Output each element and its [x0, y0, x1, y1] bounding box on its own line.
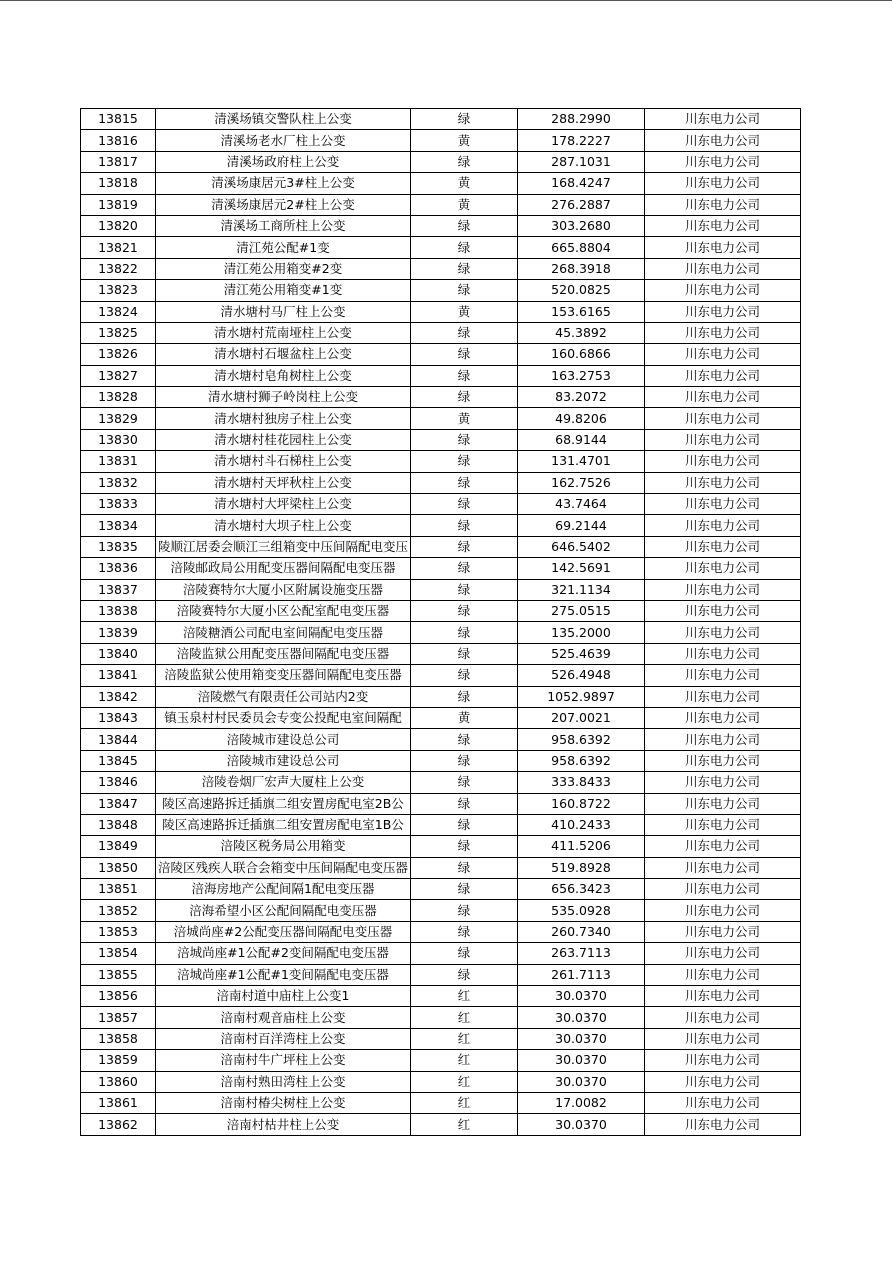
table-row [81, 173, 801, 194]
row-id-cell: 13842 [81, 686, 156, 707]
value-cell: 153.6165 [518, 301, 645, 322]
company-cell: 川东电力公司 [645, 173, 801, 194]
table-row [81, 1092, 801, 1113]
value-cell: 268.3918 [518, 258, 645, 279]
value-cell: 30.0370 [518, 1007, 645, 1028]
status-cell: 绿 [411, 536, 518, 557]
status-cell: 绿 [411, 622, 518, 643]
status-cell: 绿 [411, 643, 518, 664]
station-name-cell: 涪城尚座#1公配#1变间隔配电变压器 [156, 964, 411, 985]
company-cell: 川东电力公司 [645, 857, 801, 878]
table-row [81, 109, 801, 130]
value-cell: 263.7113 [518, 943, 645, 964]
station-name-cell: 清溪场康居元3#柱上公变 [156, 173, 411, 194]
company-cell: 川东电力公司 [645, 494, 801, 515]
company-cell: 川东电力公司 [645, 579, 801, 600]
row-id-cell: 13855 [81, 964, 156, 985]
value-cell: 30.0370 [518, 1114, 645, 1135]
station-name-cell: 涪陵区残疾人联合会箱变中压间隔配电变压器 [156, 857, 411, 878]
status-cell: 绿 [411, 750, 518, 771]
company-cell: 川东电力公司 [645, 986, 801, 1007]
company-cell: 川东电力公司 [645, 558, 801, 579]
row-id-cell: 13848 [81, 814, 156, 835]
row-id-cell: 13859 [81, 1050, 156, 1071]
table-row [81, 558, 801, 579]
station-name-cell: 清江苑公配#1变 [156, 237, 411, 258]
value-cell: 1052.9897 [518, 686, 645, 707]
company-cell: 川东电力公司 [645, 365, 801, 386]
table-row [81, 258, 801, 279]
company-cell: 川东电力公司 [645, 1007, 801, 1028]
value-cell: 17.0082 [518, 1092, 645, 1113]
row-id-cell: 13834 [81, 515, 156, 536]
station-name-cell: 清江苑公用箱变#2变 [156, 258, 411, 279]
table-row [81, 429, 801, 450]
station-name-cell: 涪陵监狱公使用箱变变压器间隔配电变压器 [156, 665, 411, 686]
row-id-cell: 13854 [81, 943, 156, 964]
row-id-cell: 13833 [81, 494, 156, 515]
status-cell: 绿 [411, 280, 518, 301]
company-cell: 川东电力公司 [645, 836, 801, 857]
company-cell: 川东电力公司 [645, 280, 801, 301]
data-table [80, 108, 801, 1136]
row-id-cell: 13831 [81, 451, 156, 472]
table-row [81, 451, 801, 472]
value-cell: 68.9144 [518, 429, 645, 450]
value-cell: 520.0825 [518, 280, 645, 301]
value-cell: 287.1031 [518, 151, 645, 172]
station-name-cell: 涪南村百洋湾柱上公变 [156, 1028, 411, 1049]
status-cell: 绿 [411, 258, 518, 279]
value-cell: 163.2753 [518, 365, 645, 386]
value-cell: 525.4639 [518, 643, 645, 664]
status-cell: 黄 [411, 130, 518, 151]
station-name-cell: 清水塘村大坪梁柱上公变 [156, 494, 411, 515]
station-name-cell: 涪陵城市建设总公司 [156, 750, 411, 771]
table-row [81, 707, 801, 728]
station-name-cell: 清江苑公用箱变#1变 [156, 280, 411, 301]
value-cell: 275.0515 [518, 600, 645, 621]
table-row [81, 622, 801, 643]
status-cell: 绿 [411, 772, 518, 793]
status-cell: 红 [411, 1071, 518, 1092]
row-id-cell: 13827 [81, 365, 156, 386]
row-id-cell: 13832 [81, 472, 156, 493]
company-cell: 川东电力公司 [645, 772, 801, 793]
station-name-cell: 清水塘村大坝子柱上公变 [156, 515, 411, 536]
station-name-cell: 涪陵邮政局公用配变压器间隔配电变压器 [156, 558, 411, 579]
status-cell: 绿 [411, 686, 518, 707]
value-cell: 321.1134 [518, 579, 645, 600]
status-cell: 黄 [411, 301, 518, 322]
table-row [81, 194, 801, 215]
status-cell: 绿 [411, 451, 518, 472]
value-cell: 958.6392 [518, 729, 645, 750]
company-cell: 川东电力公司 [645, 1071, 801, 1092]
company-cell: 川东电力公司 [645, 964, 801, 985]
status-cell: 绿 [411, 579, 518, 600]
company-cell: 川东电力公司 [645, 643, 801, 664]
value-cell: 178.2227 [518, 130, 645, 151]
table-row [81, 921, 801, 942]
page-top-border [0, 0, 892, 1]
row-id-cell: 13828 [81, 387, 156, 408]
station-name-cell: 清溪场康居元2#柱上公变 [156, 194, 411, 215]
table-row [81, 215, 801, 236]
row-id-cell: 13825 [81, 322, 156, 343]
row-id-cell: 13823 [81, 280, 156, 301]
company-cell: 川东电力公司 [645, 322, 801, 343]
row-id-cell: 13843 [81, 707, 156, 728]
company-cell: 川东电力公司 [645, 1114, 801, 1135]
value-cell: 288.2990 [518, 109, 645, 130]
value-cell: 83.2072 [518, 387, 645, 408]
value-cell: 142.5691 [518, 558, 645, 579]
station-name-cell: 涪南村枯井柱上公变 [156, 1114, 411, 1135]
table-row [81, 772, 801, 793]
station-name-cell: 清水塘村斗石梯柱上公变 [156, 451, 411, 472]
table-row [81, 280, 801, 301]
status-cell: 绿 [411, 921, 518, 942]
company-cell: 川东电力公司 [645, 429, 801, 450]
table-row [81, 472, 801, 493]
company-cell: 川东电力公司 [645, 387, 801, 408]
status-cell: 黄 [411, 173, 518, 194]
table-row [81, 301, 801, 322]
station-name-cell: 涪海希望小区公配间隔配电变压器 [156, 900, 411, 921]
table-row [81, 1114, 801, 1135]
value-cell: 30.0370 [518, 1050, 645, 1071]
station-name-cell: 清溪场镇交警队柱上公变 [156, 109, 411, 130]
value-cell: 168.4247 [518, 173, 645, 194]
table-row [81, 130, 801, 151]
station-name-cell: 清水塘村荒南垭柱上公变 [156, 322, 411, 343]
status-cell: 黄 [411, 707, 518, 728]
company-cell: 川东电力公司 [645, 451, 801, 472]
table-row [81, 600, 801, 621]
row-id-cell: 13821 [81, 237, 156, 258]
value-cell: 535.0928 [518, 900, 645, 921]
table-row [81, 900, 801, 921]
value-cell: 333.8433 [518, 772, 645, 793]
table-row [81, 814, 801, 835]
status-cell: 绿 [411, 879, 518, 900]
company-cell: 川东电力公司 [645, 879, 801, 900]
row-id-cell: 13856 [81, 986, 156, 1007]
company-cell: 川东电力公司 [645, 215, 801, 236]
value-cell: 303.2680 [518, 215, 645, 236]
row-id-cell: 13862 [81, 1114, 156, 1135]
station-name-cell: 涪陵赛特尔大厦小区公配室配电变压器 [156, 600, 411, 621]
station-name-cell: 镇玉泉村村民委员会专变公投配电室间隔配 [156, 707, 411, 728]
station-name-cell: 涪陵燃气有限责任公司站内2变 [156, 686, 411, 707]
row-id-cell: 13861 [81, 1092, 156, 1113]
table-row [81, 643, 801, 664]
row-id-cell: 13830 [81, 429, 156, 450]
table-row [81, 536, 801, 557]
status-cell: 绿 [411, 943, 518, 964]
value-cell: 519.8928 [518, 857, 645, 878]
value-cell: 49.8206 [518, 408, 645, 429]
status-cell: 绿 [411, 814, 518, 835]
status-cell: 绿 [411, 729, 518, 750]
company-cell: 川东电力公司 [645, 536, 801, 557]
value-cell: 665.8804 [518, 237, 645, 258]
value-cell: 45.3892 [518, 322, 645, 343]
row-id-cell: 13847 [81, 793, 156, 814]
company-cell: 川东电力公司 [645, 750, 801, 771]
row-id-cell: 13822 [81, 258, 156, 279]
row-id-cell: 13849 [81, 836, 156, 857]
table-row [81, 344, 801, 365]
row-id-cell: 13836 [81, 558, 156, 579]
status-cell: 绿 [411, 494, 518, 515]
station-name-cell: 涪南村牛广坪柱上公变 [156, 1050, 411, 1071]
station-name-cell: 清水塘村天坪秋柱上公变 [156, 472, 411, 493]
value-cell: 160.6866 [518, 344, 645, 365]
row-id-cell: 13850 [81, 857, 156, 878]
table-row [81, 665, 801, 686]
row-id-cell: 13852 [81, 900, 156, 921]
station-name-cell: 涪陵赛特尔大厦小区附属设施变压器 [156, 579, 411, 600]
station-name-cell: 清水塘村石堰盆柱上公变 [156, 344, 411, 365]
company-cell: 川东电力公司 [645, 130, 801, 151]
row-id-cell: 13841 [81, 665, 156, 686]
table-row [81, 793, 801, 814]
table-row [81, 943, 801, 964]
status-cell: 红 [411, 1114, 518, 1135]
company-cell: 川东电力公司 [645, 237, 801, 258]
status-cell: 红 [411, 1092, 518, 1113]
row-id-cell: 13853 [81, 921, 156, 942]
row-id-cell: 13820 [81, 215, 156, 236]
station-name-cell: 陵区高速路拆迁插旗二组安置房配电室1B公 [156, 814, 411, 835]
status-cell: 红 [411, 986, 518, 1007]
table-row [81, 387, 801, 408]
status-cell: 绿 [411, 215, 518, 236]
station-name-cell: 清水塘村桂花园柱上公变 [156, 429, 411, 450]
station-name-cell: 涪陵区税务局公用箱变 [156, 836, 411, 857]
status-cell: 黄 [411, 408, 518, 429]
table-row [81, 1071, 801, 1092]
row-id-cell: 13857 [81, 1007, 156, 1028]
status-cell: 绿 [411, 365, 518, 386]
status-cell: 绿 [411, 151, 518, 172]
table-row [81, 729, 801, 750]
table-row [81, 322, 801, 343]
status-cell: 绿 [411, 900, 518, 921]
row-id-cell: 13824 [81, 301, 156, 322]
row-id-cell: 13840 [81, 643, 156, 664]
value-cell: 958.6392 [518, 750, 645, 771]
status-cell: 绿 [411, 665, 518, 686]
row-id-cell: 13838 [81, 600, 156, 621]
company-cell: 川东电力公司 [645, 344, 801, 365]
company-cell: 川东电力公司 [645, 301, 801, 322]
status-cell: 绿 [411, 793, 518, 814]
value-cell: 646.5402 [518, 536, 645, 557]
row-id-cell: 13826 [81, 344, 156, 365]
row-id-cell: 13818 [81, 173, 156, 194]
value-cell: 411.5206 [518, 836, 645, 857]
company-cell: 川东电力公司 [645, 1092, 801, 1113]
row-id-cell: 13815 [81, 109, 156, 130]
company-cell: 川东电力公司 [645, 729, 801, 750]
station-name-cell: 涪南村观音庙柱上公变 [156, 1007, 411, 1028]
row-id-cell: 13816 [81, 130, 156, 151]
value-cell: 656.3423 [518, 879, 645, 900]
value-cell: 30.0370 [518, 986, 645, 1007]
status-cell: 绿 [411, 857, 518, 878]
table-row [81, 879, 801, 900]
table-body [81, 109, 801, 1136]
value-cell: 260.7340 [518, 921, 645, 942]
status-cell: 绿 [411, 515, 518, 536]
row-id-cell: 13845 [81, 750, 156, 771]
station-name-cell: 清溪场老水厂柱上公变 [156, 130, 411, 151]
company-cell: 川东电力公司 [645, 1050, 801, 1071]
station-name-cell: 涪城尚座#1公配#2变间隔配电变压器 [156, 943, 411, 964]
table-row [81, 1007, 801, 1028]
company-cell: 川东电力公司 [645, 600, 801, 621]
station-name-cell: 清溪场政府柱上公变 [156, 151, 411, 172]
status-cell: 绿 [411, 600, 518, 621]
company-cell: 川东电力公司 [645, 686, 801, 707]
value-cell: 135.2000 [518, 622, 645, 643]
table-row [81, 151, 801, 172]
table-row [81, 408, 801, 429]
status-cell: 绿 [411, 237, 518, 258]
status-cell: 红 [411, 1028, 518, 1049]
station-name-cell: 涪陵城市建设总公司 [156, 729, 411, 750]
value-cell: 69.2144 [518, 515, 645, 536]
station-name-cell: 陵区高速路拆迁插旗二组安置房配电室2B公 [156, 793, 411, 814]
status-cell: 红 [411, 1007, 518, 1028]
table-row [81, 986, 801, 1007]
row-id-cell: 13835 [81, 536, 156, 557]
status-cell: 绿 [411, 558, 518, 579]
table-row [81, 836, 801, 857]
company-cell: 川东电力公司 [645, 408, 801, 429]
station-name-cell: 清水塘村狮子岭岗柱上公变 [156, 387, 411, 408]
row-id-cell: 13851 [81, 879, 156, 900]
company-cell: 川东电力公司 [645, 1028, 801, 1049]
table-row [81, 237, 801, 258]
value-cell: 30.0370 [518, 1028, 645, 1049]
company-cell: 川东电力公司 [645, 151, 801, 172]
row-id-cell: 13858 [81, 1028, 156, 1049]
value-cell: 43.7464 [518, 494, 645, 515]
station-name-cell: 涪南村熟田湾柱上公变 [156, 1071, 411, 1092]
value-cell: 410.2433 [518, 814, 645, 835]
table-row [81, 365, 801, 386]
company-cell: 川东电力公司 [645, 921, 801, 942]
status-cell: 红 [411, 1050, 518, 1071]
status-cell: 绿 [411, 836, 518, 857]
station-name-cell: 清溪场工商所柱上公变 [156, 215, 411, 236]
value-cell: 30.0370 [518, 1071, 645, 1092]
value-cell: 131.4701 [518, 451, 645, 472]
value-cell: 276.2887 [518, 194, 645, 215]
value-cell: 162.7526 [518, 472, 645, 493]
company-cell: 川东电力公司 [645, 900, 801, 921]
station-name-cell: 陵顺江居委会顺江三组箱变中压间隔配电变压 [156, 536, 411, 557]
company-cell: 川东电力公司 [645, 665, 801, 686]
company-cell: 川东电力公司 [645, 194, 801, 215]
company-cell: 川东电力公司 [645, 258, 801, 279]
company-cell: 川东电力公司 [645, 472, 801, 493]
station-name-cell: 涪城尚座#2公配变压器间隔配电变压器 [156, 921, 411, 942]
row-id-cell: 13829 [81, 408, 156, 429]
station-name-cell: 涪陵卷烟厂宏声大厦柱上公变 [156, 772, 411, 793]
table-row [81, 579, 801, 600]
table-row [81, 1028, 801, 1049]
table-row [81, 515, 801, 536]
table-row [81, 857, 801, 878]
station-name-cell: 清水塘村独房子柱上公变 [156, 408, 411, 429]
table-row [81, 494, 801, 515]
station-name-cell: 涪陵监狱公用配变压器间隔配电变压器 [156, 643, 411, 664]
company-cell: 川东电力公司 [645, 109, 801, 130]
status-cell: 黄 [411, 194, 518, 215]
company-cell: 川东电力公司 [645, 814, 801, 835]
status-cell: 绿 [411, 472, 518, 493]
station-name-cell: 涪南村道中庙柱上公变1 [156, 986, 411, 1007]
row-id-cell: 13837 [81, 579, 156, 600]
row-id-cell: 13846 [81, 772, 156, 793]
status-cell: 绿 [411, 387, 518, 408]
station-name-cell: 涪海房地产公配间隔1配电变压器 [156, 879, 411, 900]
row-id-cell: 13844 [81, 729, 156, 750]
station-name-cell: 清水塘村皂角树柱上公变 [156, 365, 411, 386]
value-cell: 526.4948 [518, 665, 645, 686]
status-cell: 绿 [411, 109, 518, 130]
table-row [81, 750, 801, 771]
status-cell: 绿 [411, 322, 518, 343]
status-cell: 绿 [411, 344, 518, 365]
station-name-cell: 涪南村椿尖树柱上公变 [156, 1092, 411, 1113]
table-row [81, 1050, 801, 1071]
company-cell: 川东电力公司 [645, 943, 801, 964]
status-cell: 绿 [411, 964, 518, 985]
value-cell: 261.7113 [518, 964, 645, 985]
row-id-cell: 13860 [81, 1071, 156, 1092]
status-cell: 绿 [411, 429, 518, 450]
row-id-cell: 13819 [81, 194, 156, 215]
table-row [81, 686, 801, 707]
row-id-cell: 13839 [81, 622, 156, 643]
row-id-cell: 13817 [81, 151, 156, 172]
value-cell: 207.0021 [518, 707, 645, 728]
value-cell: 160.8722 [518, 793, 645, 814]
company-cell: 川东电力公司 [645, 793, 801, 814]
company-cell: 川东电力公司 [645, 622, 801, 643]
station-name-cell: 涪陵糖酒公司配电室间隔配电变压器 [156, 622, 411, 643]
company-cell: 川东电力公司 [645, 707, 801, 728]
station-name-cell: 清水塘村马厂柱上公变 [156, 301, 411, 322]
company-cell: 川东电力公司 [645, 515, 801, 536]
table-row [81, 964, 801, 985]
